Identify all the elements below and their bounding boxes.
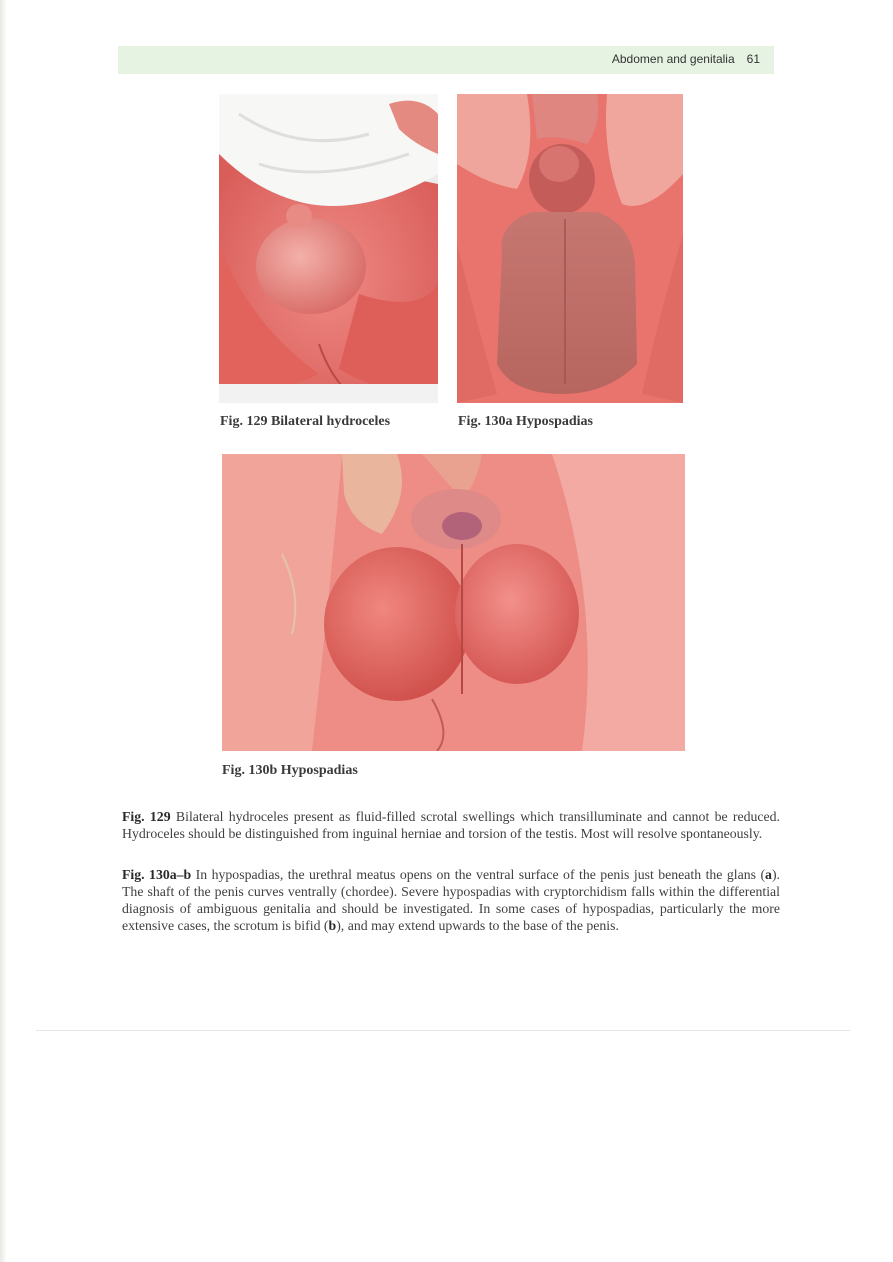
paragraph-text: Bilateral hydroceles present as fluid-filled scrotal swellings which transilluminate and cannot be reduced. Hydroceles should be distinguished from inguinal herniae and torsion of the testis. Most will resolve spontaneously. bbox=[122, 809, 780, 841]
page-number: 61 bbox=[746, 52, 760, 66]
page-bottom-rule bbox=[36, 1030, 850, 1031]
paragraph-ref: Fig. 130a–b bbox=[122, 867, 192, 882]
paragraph-text: ), and may extend upwards to the base of the penis. bbox=[336, 918, 619, 933]
figure-130b-photo bbox=[222, 454, 685, 751]
paragraph-text: In hypospadias, the urethral meatus opens on the ventral surface of the penis just beneath the glans ( bbox=[195, 867, 766, 882]
ref-b: b bbox=[328, 918, 337, 933]
figure-130b-caption: Fig. 130b Hypospadias bbox=[222, 763, 358, 778]
paragraph-fig-129 bbox=[122, 808, 780, 842]
ref-a: a bbox=[765, 867, 772, 882]
figure-129-photo bbox=[219, 94, 438, 403]
paragraph-fig-130 bbox=[122, 866, 780, 934]
scan-edge bbox=[0, 0, 6, 1262]
paragraph-ref: Fig. 129 bbox=[122, 809, 171, 824]
header-section-title: Abdomen and genitalia bbox=[611, 52, 735, 66]
figure-130a-caption: Fig. 130a Hypospadias bbox=[458, 414, 593, 429]
running-header bbox=[118, 46, 774, 74]
figure-129-caption: Fig. 129 Bilateral hydroceles bbox=[220, 414, 391, 429]
paragraph-text: ). The shaft of the penis curves ventrally (chordee). Severe hypospadias with cryptorchidism falls within the differential diagnosis of ambiguous genitalia and should be investigated. In some cases of hypospadias, particularly the more extensive cases, the scrotum is bifid ( bbox=[122, 867, 780, 933]
header-text bbox=[612, 52, 760, 66]
figure-130a-photo bbox=[457, 94, 683, 403]
